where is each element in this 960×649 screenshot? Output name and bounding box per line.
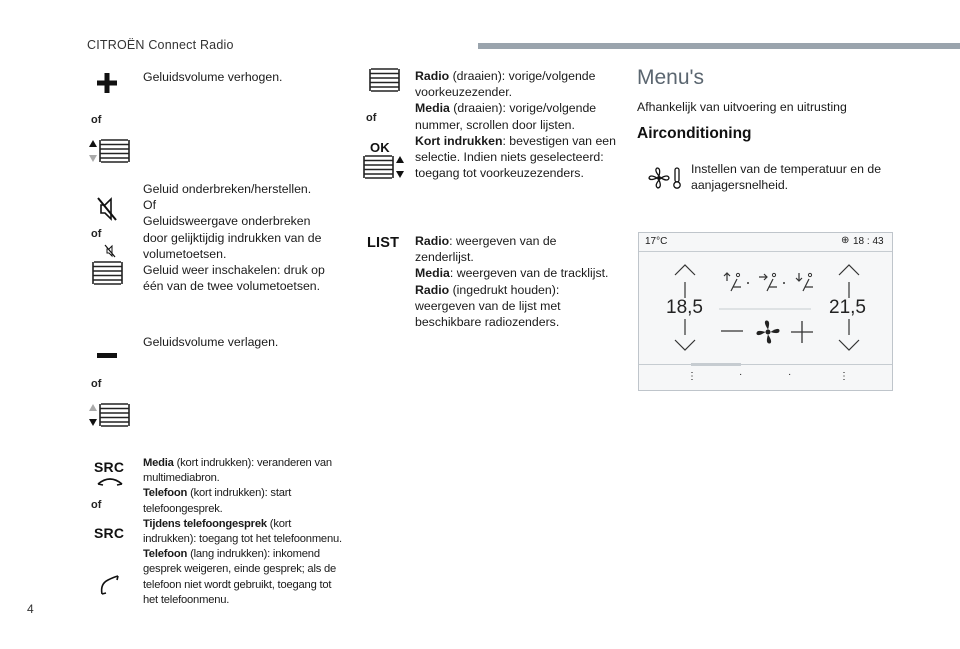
divider <box>683 319 687 335</box>
air-flow-lower-icon[interactable] <box>793 271 823 293</box>
target-icon: ⊕ <box>841 235 850 246</box>
dot-icon[interactable]: · <box>788 369 792 380</box>
screen-status-bar <box>639 233 892 252</box>
divider <box>847 319 851 335</box>
of-label: of <box>91 228 102 240</box>
phone-icon <box>96 475 124 487</box>
screen-bottom-bar <box>639 364 892 391</box>
plus-icon <box>96 72 118 94</box>
air-conditioning-icon <box>648 166 684 190</box>
right-temp-down-button[interactable] <box>837 338 861 352</box>
mute-icon <box>96 196 118 222</box>
list-text: Radio: weergeven van de zenderlijst. Media: weergeven van de tracklijst. Radio (ingedrukt houden): weergeven van de lijst met beschikbare radiozenders. <box>415 234 609 330</box>
mute-small-icon <box>104 244 116 258</box>
volume-down-wheel-icon <box>88 402 132 428</box>
ac-screen <box>638 232 893 391</box>
divider <box>847 282 851 298</box>
radio-text: Radio (draaien): vorige/volgende voorkeuzezender. Media (draaien): vorige/volgende nummer, scrollen door lijsten. Kort indrukken: bevestigen van een selectie. Indien niets geselecteerd: toegang tot voorkeuzezenders. <box>415 69 616 181</box>
active-tab-indicator <box>691 363 741 366</box>
fan-increase-button[interactable] <box>791 321 813 343</box>
left-temperature: 18,5 <box>666 297 703 318</box>
menu-dots-icon[interactable]: ⋮ <box>687 371 697 382</box>
volume-wheel-icon <box>92 260 124 286</box>
of-label: of <box>91 499 102 511</box>
volume-up-wheel-icon <box>88 138 132 164</box>
ac-text: Instellen van de temperatuur en de aanjagersnelheid. <box>691 162 882 193</box>
right-temperature: 21,5 <box>829 297 866 318</box>
header-bar <box>478 43 960 49</box>
divider <box>719 308 811 310</box>
ok-wheel-icon <box>363 154 407 180</box>
of-label: of <box>366 112 377 124</box>
vol-down-text: Geluidsvolume verlagen. <box>143 335 279 349</box>
fan-icon <box>755 319 781 345</box>
ok-label: OK <box>370 140 390 155</box>
src-text: Media (kort indrukken): veranderen van multimediabron. Telefoon (kort indrukken): start telefoongesprek. Tijdens telefoongesprek (kort indrukken): toegang tot het telefoonmenu. Telefoon (lang indrukken): inkomend gesprek weigeren, einde gesprek; als de telefoon niet wordt gebruikt, toegang tot het telefoonmenu. <box>143 457 342 606</box>
rotary-wheel-icon <box>369 67 401 93</box>
intro-text: Afhankelijk van uitvoering en uitrusting <box>637 100 847 114</box>
left-temp-up-button[interactable] <box>673 263 697 277</box>
src-label: SRC <box>94 525 125 541</box>
outside-temperature: 17°C <box>645 236 668 247</box>
page-title: Menu's <box>637 66 705 89</box>
section-title: Airconditioning <box>637 125 752 142</box>
left-temp-down-button[interactable] <box>673 338 697 352</box>
air-flow-middle-icon[interactable] <box>757 271 787 293</box>
air-flow-upper-icon[interactable] <box>721 271 751 293</box>
vol-up-text: Geluidsvolume verhogen. <box>143 70 283 84</box>
menu-dots-icon[interactable]: ⋮ <box>839 371 849 382</box>
fan-decrease-button[interactable] <box>721 329 743 333</box>
phone-handset-icon <box>98 574 120 596</box>
header-title: CITROËN Connect Radio <box>87 38 234 52</box>
of-label: of <box>91 114 102 126</box>
clock: 18 : 43 <box>853 236 884 247</box>
mute-text: Geluid onderbreken/herstellen. Of Geluidsweergave onderbreken door gelijktijdig indrukken van de volumetoetsen. Geluid weer inschakelen: druk op één van de twee volumetoetsen. <box>143 182 325 294</box>
page-number: 4 <box>27 602 34 616</box>
of-label: of <box>91 378 102 390</box>
divider <box>683 282 687 298</box>
dot-icon[interactable]: · <box>739 369 743 380</box>
minus-icon <box>96 352 118 360</box>
right-temp-up-button[interactable] <box>837 263 861 277</box>
src-label: SRC <box>94 459 125 475</box>
list-label: LIST <box>367 235 400 251</box>
